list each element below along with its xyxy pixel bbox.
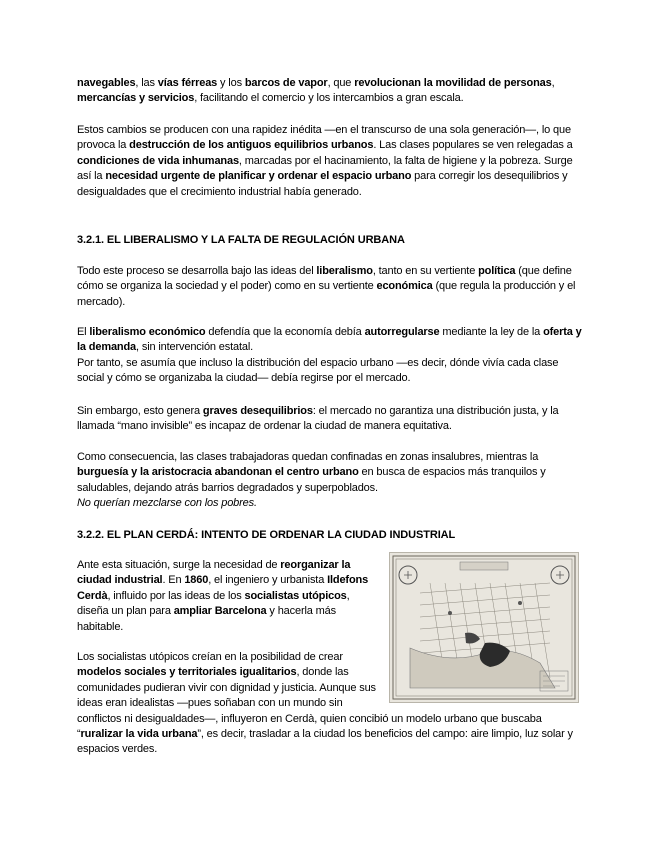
paragraph-rapid-changes xyxy=(77,123,582,200)
text: . Las clases populares se ven relegadas a xyxy=(373,139,573,152)
text: Los socialistas utópicos creían en la posibilidad de crear xyxy=(77,651,343,663)
bold-term: ampliar Barcelona xyxy=(173,605,267,618)
bold-term: reorganizar la ciudad industrial xyxy=(77,559,351,587)
bold-term: socialistas utópicos xyxy=(244,589,347,602)
bold-term: navegables xyxy=(77,77,136,89)
section-heading-liberalismo: 3.2.1. EL LIBERALISMO Y LA FALTA DE REGULACIÓN URBANA xyxy=(77,234,405,246)
bold-term: modelos sociales y territoriales igualitarios xyxy=(77,666,297,679)
text: Estos cambios se producen con una rapidez inédita —en el transcurso de una sola generación—, lo que provoca la xyxy=(77,124,571,152)
text: (que define cómo se organiza la sociedad y el poder) como en su vertiente xyxy=(77,265,572,293)
bold-term: destrucción de los antiguos equilibrios urbanos xyxy=(129,139,374,152)
bold-term: revolucionan la movilidad de personas xyxy=(354,77,552,89)
image-float-spacer xyxy=(382,650,582,708)
bold-term: vías férreas xyxy=(157,77,218,89)
bold-term: ruralizar la vida urbana xyxy=(80,728,198,741)
section-heading-plan-cerda: 3.2.2. EL PLAN CERDÁ: INTENTO DE ORDENAR LA CIUDAD INDUSTRIAL xyxy=(77,529,456,541)
paragraph-liberalismo xyxy=(77,264,582,310)
text: Todo este proceso se desarrolla bajo las ideas del xyxy=(77,265,317,277)
paragraph-liberalismo-economico xyxy=(77,325,582,387)
bold-term: liberalismo económico xyxy=(89,326,206,338)
paragraph-desequilibrios xyxy=(77,404,582,435)
paragraph-socialistas-utopicos xyxy=(77,650,582,758)
italic-note: No querían mezclarse con los pobres. xyxy=(77,497,257,510)
text: mediante la ley de la xyxy=(439,326,544,338)
text: , donde las comunidades pudieran vivir con dignidad y justicia. Aunque sus ideas eran idealistas —pues soñaban con un mundo sin conflictos ni desigualdades—, influyeron en Cerdà, quien concibió un modelo urbano que buscaba “ xyxy=(77,666,542,741)
bold-term: Ildefons Cerdà xyxy=(77,574,369,602)
text: (que regula la producción y el mercado). xyxy=(77,280,576,308)
text: defendía que la economía debía xyxy=(205,326,365,338)
text: , el ingeniero y urbanista xyxy=(208,574,328,587)
bold-term: liberalismo xyxy=(316,265,373,277)
bold-term: política xyxy=(478,265,516,277)
text: , sin intervención estatal. xyxy=(136,341,254,354)
bold-term: barcos de vapor xyxy=(244,77,328,89)
text: y hacerla más habitable. xyxy=(77,605,336,633)
text: , tanto en su vertiente xyxy=(372,265,479,277)
text: . En xyxy=(162,574,185,587)
text: en busca de espacios más tranquilos y saludables, dejando atrás barrios degradados y superpoblados. xyxy=(77,466,546,494)
bold-term: condiciones de vida inhumanas xyxy=(77,154,239,167)
bold-term: oferta y la demanda xyxy=(77,326,582,354)
bold-term: mercancías y servicios xyxy=(77,92,195,105)
text: y los xyxy=(217,77,245,89)
text: , que xyxy=(327,77,355,89)
text: Como consecuencia, las clases trabajadoras quedan confinadas en zonas insalubres, mientras la xyxy=(77,451,539,463)
text: : el mercado no garantiza una distribución justa, y la llamada “mano invisible” es incapaz de ordenar la ciudad de manera equitativa. xyxy=(77,405,559,433)
bold-term: 1860 xyxy=(184,574,209,587)
text: Sin embargo, esto genera xyxy=(77,405,203,417)
paragraph-reorganizar xyxy=(77,558,379,635)
paragraph-consecuencia xyxy=(77,450,582,512)
text: , facilitando el comercio y los intercambios a gran escala. xyxy=(194,92,464,105)
paragraph-transport xyxy=(77,76,582,107)
text: , influido por las ideas de los xyxy=(107,589,245,602)
text: , xyxy=(551,77,555,89)
bold-term: autorregularse xyxy=(364,326,440,338)
text: El xyxy=(77,326,90,338)
text: Ante esta situación, surge la necesidad de xyxy=(77,559,281,571)
bold-term: necesidad urgente de planificar y ordenar el espacio urbano xyxy=(105,170,412,183)
bold-term: graves desequilibrios xyxy=(202,405,313,417)
text: , las xyxy=(135,77,158,89)
bold-term: económica xyxy=(376,280,433,293)
text: , marcadas por el hacinamiento, la falta de higiene y la pobreza. Surge así la xyxy=(77,154,573,183)
text: para corregir los desequilibrios y desigualdades que el crecimiento industrial había generado. xyxy=(77,170,568,198)
text: , diseña un plan para xyxy=(77,589,350,618)
text: ”, es decir, trasladar a la ciudad los beneficios del campo: aire limpio, luz solar y espacios verdes. xyxy=(77,728,573,756)
text: Por tanto, se asumía que incluso la distribución del espacio urbano —es decir, dónde vivía cada clase social y cómo se organizaba la ciudad— debía regirse por el mercado. xyxy=(77,356,559,385)
bold-term: burguesía y la aristocracia abandonan el centro urbano xyxy=(77,466,359,479)
